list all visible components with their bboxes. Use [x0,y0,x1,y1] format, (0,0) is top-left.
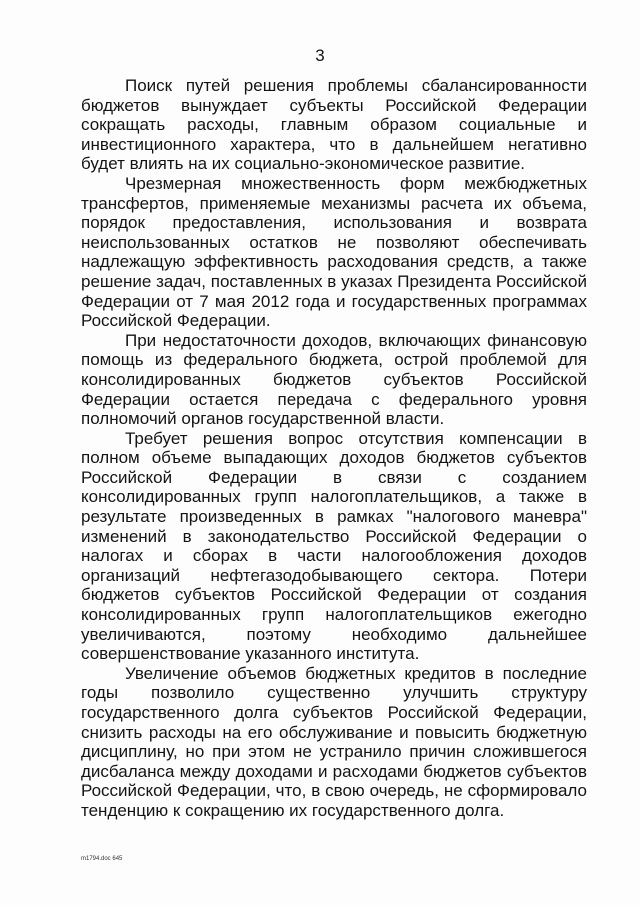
footer-file-reference: m1794.doc 645 [81,856,123,862]
paragraph-3: При недостаточности доходов, включающих финансовую помощь из федерального бюджета, острой проблемой для консолидированных бюджетов субъектов Российской Федерации остается передача с федерального уровня полномочий органов государственной власти. [81,330,587,429]
paragraph-2: Чрезмерная множественность форм межбюджетных трансфертов, применяемые механизмы расчета их объема, порядок предоставления, использования и возврата неиспользованных остатков не позволяют обеспечивать надлежащую эффективность расходования средств, а также решение задач, поставленных в указах Президента Российской Федерации от 7 мая 2012 года и государственных программах Российской Федерации. [81,173,587,331]
paragraph-5: Увеличение объемов бюджетных кредитов в последние годы позволило существенно улучшить структуру государственного долга субъектов Российской Федерации, снизить расходы на его обслуживание и повысить бюджетную дисциплину, но при этом не устранило причин сложившегося дисбаланса между доходами и расходами бюджетов субъектов Российской Федерации, что, в свою очередь, не сформировало тенденцию к сокращению их государственного долга. [81,663,587,820]
page-number: 3 [315,46,325,65]
paragraph-1: Поиск путей решения проблемы сбалансированности бюджетов вынуждает субъекты Российской Федерации сокращать расходы, главным образом социальные и инвестиционного характера, что в дальнейшем негативно будет влиять на их социально-экономическое развитие. [81,76,587,174]
document-body [81,76,587,821]
paragraph-4: Требует решения вопрос отсутствия компенсации в полном объеме выпадающих доходов бюджетов субъектов Российской Федерации в связи с созданием консолидированных групп налогоплательщиков, а также в результате произведенных в рамках "налогового маневра" изменений в законодательство Российской Федерации о налогах и сборах в части налогообложения доходов организаций нефтегазодобывающего сектора. Потери бюджетов субъектов Российской Федерации от создания консолидированных групп налогоплательщиков ежегодно увеличиваются, поэтому необходимо дальнейшее совершенствование указанного института. [81,428,587,664]
